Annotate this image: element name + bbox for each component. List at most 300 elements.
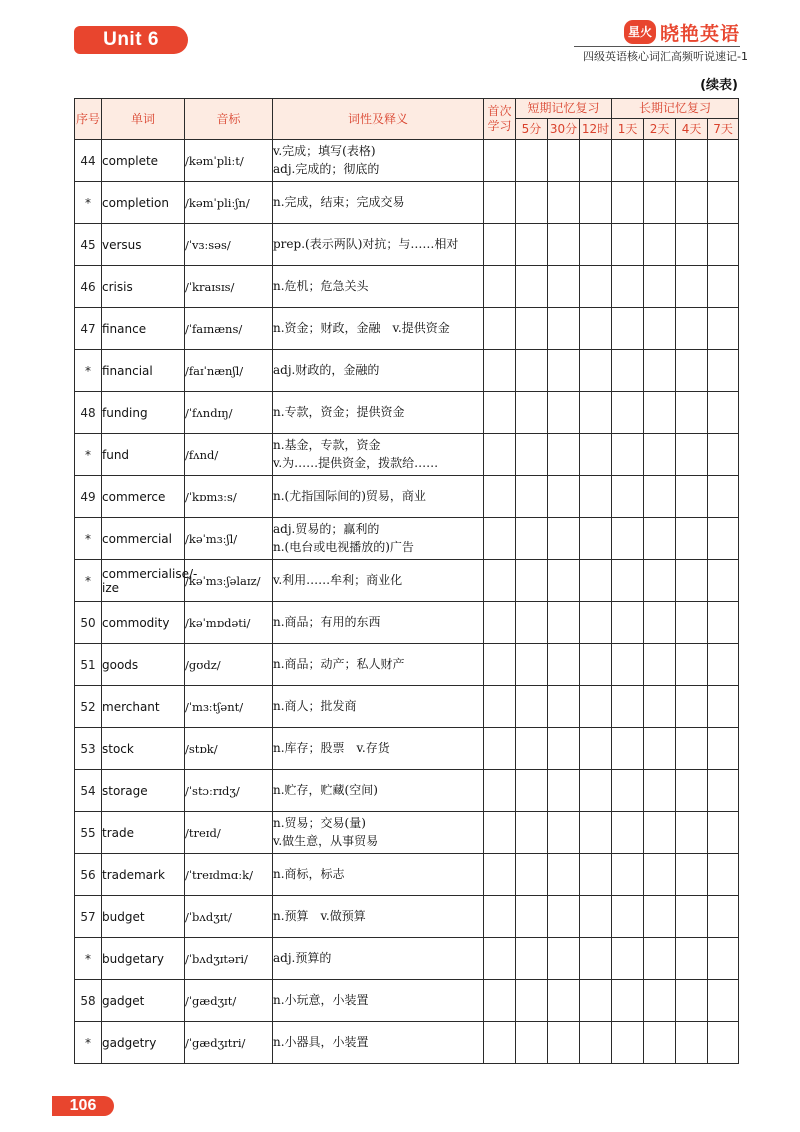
review-checkbox-cell[interactable] bbox=[708, 728, 739, 770]
header-short-col: 12时 bbox=[580, 119, 612, 140]
vocab-row bbox=[75, 980, 739, 1022]
review-checkbox-cell[interactable] bbox=[676, 224, 708, 266]
review-checkbox-cell[interactable] bbox=[612, 560, 644, 602]
header-first-study: 首次学习 bbox=[484, 99, 516, 140]
review-checkbox-cell[interactable] bbox=[676, 854, 708, 896]
review-checkbox-cell[interactable] bbox=[676, 686, 708, 728]
review-checkbox-cell[interactable] bbox=[548, 350, 580, 392]
entry-definition bbox=[273, 434, 484, 476]
review-checkbox-cell[interactable] bbox=[516, 938, 548, 980]
review-checkbox-cell[interactable] bbox=[548, 392, 580, 434]
definition-line: n.危机；危急关头 bbox=[273, 278, 369, 293]
review-checkbox-cell[interactable] bbox=[708, 980, 739, 1022]
review-checkbox-cell[interactable] bbox=[676, 770, 708, 812]
review-checkbox-cell[interactable] bbox=[644, 518, 676, 560]
definition-line: n.专款，资金；提供资金 bbox=[273, 404, 405, 419]
review-checkbox-cell[interactable] bbox=[516, 896, 548, 938]
entry-word: finance bbox=[102, 308, 185, 350]
entry-phonetic: /gʊdz/ bbox=[185, 644, 273, 686]
review-checkbox-cell[interactable] bbox=[644, 476, 676, 518]
review-checkbox-cell[interactable] bbox=[708, 602, 739, 644]
review-checkbox-cell[interactable] bbox=[580, 1022, 612, 1064]
vocab-row bbox=[75, 854, 739, 896]
review-checkbox-cell[interactable] bbox=[644, 644, 676, 686]
entry-word: gadgetry bbox=[102, 1022, 185, 1064]
vocab-row bbox=[75, 644, 739, 686]
entry-word: commercial bbox=[102, 518, 185, 560]
review-checkbox-cell[interactable] bbox=[484, 518, 516, 560]
review-checkbox-cell[interactable] bbox=[580, 602, 612, 644]
entry-number: * bbox=[75, 434, 102, 476]
definition-line: n.小玩意，小装置 bbox=[273, 992, 369, 1007]
review-checkbox-cell[interactable] bbox=[612, 602, 644, 644]
review-checkbox-cell[interactable] bbox=[708, 686, 739, 728]
review-checkbox-cell[interactable] bbox=[676, 518, 708, 560]
review-checkbox-cell[interactable] bbox=[580, 266, 612, 308]
review-checkbox-cell[interactable] bbox=[676, 266, 708, 308]
review-checkbox-cell[interactable] bbox=[548, 686, 580, 728]
entry-definition bbox=[273, 938, 484, 980]
entry-number: 50 bbox=[75, 602, 102, 644]
unit-badge: Unit 6 bbox=[74, 26, 188, 54]
definition-line: v.做生意，从事贸易 bbox=[273, 833, 379, 848]
review-checkbox-cell[interactable] bbox=[676, 308, 708, 350]
definition-line: n.资金；财政，金融 v.提供资金 bbox=[273, 320, 450, 335]
vocab-row bbox=[75, 434, 739, 476]
entry-phonetic: /ˈfaɪnæns/ bbox=[185, 308, 273, 350]
entry-word: versus bbox=[102, 224, 185, 266]
vocab-row bbox=[75, 728, 739, 770]
review-checkbox-cell[interactable] bbox=[580, 770, 612, 812]
review-checkbox-cell[interactable] bbox=[548, 854, 580, 896]
header-word: 单词 bbox=[102, 99, 185, 140]
review-checkbox-cell[interactable] bbox=[580, 560, 612, 602]
definition-line: n.基金，专款，资金 bbox=[273, 438, 381, 453]
review-checkbox-cell[interactable] bbox=[484, 1022, 516, 1064]
review-checkbox-cell[interactable] bbox=[484, 308, 516, 350]
review-checkbox-cell[interactable] bbox=[516, 182, 548, 224]
review-checkbox-cell[interactable] bbox=[580, 308, 612, 350]
definition-line: n.商品；动产；私人财产 bbox=[273, 656, 405, 671]
entry-word: crisis bbox=[102, 266, 185, 308]
review-checkbox-cell[interactable] bbox=[644, 224, 676, 266]
review-checkbox-cell[interactable] bbox=[548, 770, 580, 812]
review-checkbox-cell[interactable] bbox=[708, 560, 739, 602]
review-checkbox-cell[interactable] bbox=[580, 392, 612, 434]
entry-number: 47 bbox=[75, 308, 102, 350]
entry-phonetic: /ˈmɜːtʃənt/ bbox=[185, 686, 273, 728]
review-checkbox-cell[interactable] bbox=[644, 392, 676, 434]
review-checkbox-cell[interactable] bbox=[708, 308, 739, 350]
entry-definition bbox=[273, 770, 484, 812]
review-checkbox-cell[interactable] bbox=[708, 518, 739, 560]
review-checkbox-cell[interactable] bbox=[548, 434, 580, 476]
review-checkbox-cell[interactable] bbox=[676, 1022, 708, 1064]
definition-line: n.(电台或电视播放的)广告 bbox=[273, 539, 414, 554]
review-checkbox-cell[interactable] bbox=[612, 686, 644, 728]
review-checkbox-cell[interactable] bbox=[580, 686, 612, 728]
entry-definition bbox=[273, 812, 484, 854]
review-checkbox-cell[interactable] bbox=[708, 224, 739, 266]
definition-line: v.完成；填写(表格) bbox=[273, 144, 376, 159]
review-checkbox-cell[interactable] bbox=[516, 308, 548, 350]
review-checkbox-cell[interactable] bbox=[484, 266, 516, 308]
entry-number: 52 bbox=[75, 686, 102, 728]
review-checkbox-cell[interactable] bbox=[644, 686, 676, 728]
review-checkbox-cell[interactable] bbox=[644, 308, 676, 350]
definition-line: adj.完成的；彻底的 bbox=[273, 161, 380, 176]
review-checkbox-cell[interactable] bbox=[484, 728, 516, 770]
review-checkbox-cell[interactable] bbox=[612, 266, 644, 308]
vocab-row bbox=[75, 224, 739, 266]
review-checkbox-cell[interactable] bbox=[548, 224, 580, 266]
review-checkbox-cell[interactable] bbox=[516, 812, 548, 854]
entry-phonetic: /ˈtreɪdmɑːk/ bbox=[185, 854, 273, 896]
review-checkbox-cell[interactable] bbox=[548, 938, 580, 980]
review-checkbox-cell[interactable] bbox=[612, 182, 644, 224]
entry-word: stock bbox=[102, 728, 185, 770]
entry-definition bbox=[273, 350, 484, 392]
review-checkbox-cell[interactable] bbox=[644, 854, 676, 896]
review-checkbox-cell[interactable] bbox=[708, 938, 739, 980]
review-checkbox-cell[interactable] bbox=[612, 770, 644, 812]
review-checkbox-cell[interactable] bbox=[484, 644, 516, 686]
review-checkbox-cell[interactable] bbox=[612, 728, 644, 770]
review-checkbox-cell[interactable] bbox=[708, 644, 739, 686]
review-checkbox-cell[interactable] bbox=[708, 434, 739, 476]
review-checkbox-cell[interactable] bbox=[484, 350, 516, 392]
review-checkbox-cell[interactable] bbox=[516, 980, 548, 1022]
review-checkbox-cell[interactable] bbox=[644, 980, 676, 1022]
entry-definition bbox=[273, 476, 484, 518]
entry-definition bbox=[273, 686, 484, 728]
review-checkbox-cell[interactable] bbox=[516, 518, 548, 560]
entry-phonetic: /ˈstɔːrɪdʒ/ bbox=[185, 770, 273, 812]
review-checkbox-cell[interactable] bbox=[612, 1022, 644, 1064]
review-checkbox-cell[interactable] bbox=[644, 266, 676, 308]
vocab-row bbox=[75, 812, 739, 854]
definition-line: adj.预算的 bbox=[273, 950, 332, 965]
review-checkbox-cell[interactable] bbox=[484, 812, 516, 854]
entry-phonetic: /faɪˈnænʃl/ bbox=[185, 350, 273, 392]
review-checkbox-cell[interactable] bbox=[548, 182, 580, 224]
review-checkbox-cell[interactable] bbox=[580, 140, 612, 182]
review-checkbox-cell[interactable] bbox=[516, 854, 548, 896]
review-checkbox-cell[interactable] bbox=[548, 518, 580, 560]
review-checkbox-cell[interactable] bbox=[676, 140, 708, 182]
definition-line: n.小器具，小装置 bbox=[273, 1034, 369, 1049]
entry-word: complete bbox=[102, 140, 185, 182]
review-checkbox-cell[interactable] bbox=[580, 728, 612, 770]
entry-word: financial bbox=[102, 350, 185, 392]
entry-definition bbox=[273, 140, 484, 182]
entry-number: * bbox=[75, 182, 102, 224]
review-checkbox-cell[interactable] bbox=[676, 434, 708, 476]
review-checkbox-cell[interactable] bbox=[708, 182, 739, 224]
header-num: 序号 bbox=[75, 99, 102, 140]
review-checkbox-cell[interactable] bbox=[612, 308, 644, 350]
review-checkbox-cell[interactable] bbox=[644, 728, 676, 770]
entry-word: budgetary bbox=[102, 938, 185, 980]
review-checkbox-cell[interactable] bbox=[612, 224, 644, 266]
definition-line: adj.财政的，金融的 bbox=[273, 362, 380, 377]
review-checkbox-cell[interactable] bbox=[516, 602, 548, 644]
review-checkbox-cell[interactable] bbox=[484, 140, 516, 182]
review-checkbox-cell[interactable] bbox=[548, 896, 580, 938]
review-checkbox-cell[interactable] bbox=[708, 476, 739, 518]
review-checkbox-cell[interactable] bbox=[708, 812, 739, 854]
review-checkbox-cell[interactable] bbox=[580, 812, 612, 854]
review-checkbox-cell[interactable] bbox=[548, 644, 580, 686]
review-checkbox-cell[interactable] bbox=[676, 560, 708, 602]
review-checkbox-cell[interactable] bbox=[708, 350, 739, 392]
review-checkbox-cell[interactable] bbox=[484, 560, 516, 602]
entry-word: commerce bbox=[102, 476, 185, 518]
entry-phonetic: /kəmˈpliːʃn/ bbox=[185, 182, 273, 224]
header-divider bbox=[574, 46, 740, 47]
review-checkbox-cell[interactable] bbox=[708, 854, 739, 896]
definition-line: n.(尤指国际间的)贸易，商业 bbox=[273, 488, 426, 503]
review-checkbox-cell[interactable] bbox=[548, 1022, 580, 1064]
entry-phonetic: /kəˈmɜːʃl/ bbox=[185, 518, 273, 560]
entry-phonetic: /kəmˈpliːt/ bbox=[185, 140, 273, 182]
review-checkbox-cell[interactable] bbox=[516, 266, 548, 308]
review-checkbox-cell[interactable] bbox=[644, 350, 676, 392]
entry-number: 48 bbox=[75, 392, 102, 434]
review-checkbox-cell[interactable] bbox=[516, 728, 548, 770]
entry-definition bbox=[273, 644, 484, 686]
review-checkbox-cell[interactable] bbox=[580, 896, 612, 938]
vocab-row bbox=[75, 602, 739, 644]
review-checkbox-cell[interactable] bbox=[484, 770, 516, 812]
entry-phonetic: /ˈbʌdʒɪt/ bbox=[185, 896, 273, 938]
entry-word: funding bbox=[102, 392, 185, 434]
review-checkbox-cell[interactable] bbox=[708, 140, 739, 182]
review-checkbox-cell[interactable] bbox=[676, 812, 708, 854]
review-checkbox-cell[interactable] bbox=[708, 266, 739, 308]
review-checkbox-cell[interactable] bbox=[484, 224, 516, 266]
definition-line: n.预算 v.做预算 bbox=[273, 908, 366, 923]
review-checkbox-cell[interactable] bbox=[676, 644, 708, 686]
review-checkbox-cell[interactable] bbox=[612, 392, 644, 434]
entry-phonetic: /ˈkraɪsɪs/ bbox=[185, 266, 273, 308]
definition-line: n.贸易；交易(量) bbox=[273, 816, 366, 831]
review-checkbox-cell[interactable] bbox=[484, 854, 516, 896]
review-checkbox-cell[interactable] bbox=[676, 896, 708, 938]
header-definition: 词性及释义 bbox=[273, 99, 484, 140]
review-checkbox-cell[interactable] bbox=[580, 350, 612, 392]
review-checkbox-cell[interactable] bbox=[548, 812, 580, 854]
review-checkbox-cell[interactable] bbox=[708, 770, 739, 812]
review-checkbox-cell[interactable] bbox=[708, 1022, 739, 1064]
review-checkbox-cell[interactable] bbox=[612, 476, 644, 518]
review-checkbox-cell[interactable] bbox=[612, 350, 644, 392]
review-checkbox-cell[interactable] bbox=[580, 182, 612, 224]
review-checkbox-cell[interactable] bbox=[612, 644, 644, 686]
entry-definition bbox=[273, 728, 484, 770]
vocab-row bbox=[75, 350, 739, 392]
entry-number: 55 bbox=[75, 812, 102, 854]
review-checkbox-cell[interactable] bbox=[644, 938, 676, 980]
entry-number: 58 bbox=[75, 980, 102, 1022]
vocab-row bbox=[75, 770, 739, 812]
review-checkbox-cell[interactable] bbox=[644, 602, 676, 644]
header-long-col: 2天 bbox=[644, 119, 676, 140]
review-checkbox-cell[interactable] bbox=[548, 308, 580, 350]
entry-phonetic: /kəˈmɒdəti/ bbox=[185, 602, 273, 644]
definition-line: prep.(表示两队)对抗；与……相对 bbox=[273, 236, 459, 251]
entry-number: 53 bbox=[75, 728, 102, 770]
review-checkbox-cell[interactable] bbox=[516, 686, 548, 728]
review-checkbox-cell[interactable] bbox=[612, 854, 644, 896]
review-checkbox-cell[interactable] bbox=[708, 896, 739, 938]
review-checkbox-cell[interactable] bbox=[548, 980, 580, 1022]
entry-definition bbox=[273, 560, 484, 602]
review-checkbox-cell[interactable] bbox=[484, 434, 516, 476]
review-checkbox-cell[interactable] bbox=[676, 980, 708, 1022]
definition-line: adj.贸易的；赢利的 bbox=[273, 522, 380, 537]
review-checkbox-cell[interactable] bbox=[644, 770, 676, 812]
review-checkbox-cell[interactable] bbox=[644, 812, 676, 854]
entry-number: * bbox=[75, 560, 102, 602]
review-checkbox-cell[interactable] bbox=[708, 392, 739, 434]
entry-word: merchant bbox=[102, 686, 185, 728]
review-checkbox-cell[interactable] bbox=[548, 476, 580, 518]
vocab-row bbox=[75, 518, 739, 560]
review-checkbox-cell[interactable] bbox=[612, 434, 644, 476]
review-checkbox-cell[interactable] bbox=[676, 728, 708, 770]
review-checkbox-cell[interactable] bbox=[612, 896, 644, 938]
entry-definition bbox=[273, 182, 484, 224]
entry-definition bbox=[273, 980, 484, 1022]
entry-phonetic: /ˈvɜːsəs/ bbox=[185, 224, 273, 266]
entry-number: 54 bbox=[75, 770, 102, 812]
entry-phonetic: /ˈgædʒɪtri/ bbox=[185, 1022, 273, 1064]
header-short-col: 30分 bbox=[548, 119, 580, 140]
entry-definition bbox=[273, 392, 484, 434]
review-checkbox-cell[interactable] bbox=[676, 182, 708, 224]
header-long-col: 7天 bbox=[708, 119, 739, 140]
review-checkbox-cell[interactable] bbox=[516, 224, 548, 266]
review-checkbox-cell[interactable] bbox=[580, 434, 612, 476]
review-checkbox-cell[interactable] bbox=[580, 938, 612, 980]
header-ipa: 音标 bbox=[185, 99, 273, 140]
entry-definition bbox=[273, 1022, 484, 1064]
review-checkbox-cell[interactable] bbox=[548, 266, 580, 308]
review-checkbox-cell[interactable] bbox=[516, 350, 548, 392]
review-checkbox-cell[interactable] bbox=[580, 854, 612, 896]
review-checkbox-cell[interactable] bbox=[516, 770, 548, 812]
definition-line: n.商品；有用的东西 bbox=[273, 614, 381, 629]
entry-definition bbox=[273, 896, 484, 938]
review-checkbox-cell[interactable] bbox=[548, 728, 580, 770]
review-checkbox-cell[interactable] bbox=[676, 476, 708, 518]
review-checkbox-cell[interactable] bbox=[484, 602, 516, 644]
definition-line: n.商人；批发商 bbox=[273, 698, 357, 713]
review-checkbox-cell[interactable] bbox=[612, 140, 644, 182]
entry-definition bbox=[273, 224, 484, 266]
review-checkbox-cell[interactable] bbox=[580, 518, 612, 560]
definition-line: v.利用……牟利；商业化 bbox=[273, 572, 403, 587]
entry-word: commodity bbox=[102, 602, 185, 644]
review-checkbox-cell[interactable] bbox=[484, 938, 516, 980]
header-long-col: 1天 bbox=[612, 119, 644, 140]
definition-line: n.完成，结束；完成交易 bbox=[273, 194, 405, 209]
review-checkbox-cell[interactable] bbox=[612, 980, 644, 1022]
vocab-row bbox=[75, 308, 739, 350]
brand-name: 晓艳英语 bbox=[659, 22, 740, 45]
review-checkbox-cell[interactable] bbox=[484, 182, 516, 224]
header-long-term-review: 长期记忆复习 bbox=[612, 99, 739, 119]
entry-word: fund bbox=[102, 434, 185, 476]
review-checkbox-cell[interactable] bbox=[516, 644, 548, 686]
vocab-row bbox=[75, 266, 739, 308]
vocab-row bbox=[75, 686, 739, 728]
vocab-row bbox=[75, 896, 739, 938]
review-checkbox-cell[interactable] bbox=[612, 518, 644, 560]
review-checkbox-cell[interactable] bbox=[644, 182, 676, 224]
entry-number: 57 bbox=[75, 896, 102, 938]
entry-phonetic: /ˈkɒmɜːs/ bbox=[185, 476, 273, 518]
brand-logo-icon: 星火 bbox=[624, 20, 656, 44]
review-checkbox-cell[interactable] bbox=[644, 434, 676, 476]
review-checkbox-cell[interactable] bbox=[516, 1022, 548, 1064]
review-checkbox-cell[interactable] bbox=[516, 476, 548, 518]
review-checkbox-cell[interactable] bbox=[644, 1022, 676, 1064]
definition-line: n.库存；股票 v.存货 bbox=[273, 740, 390, 755]
review-checkbox-cell[interactable] bbox=[580, 980, 612, 1022]
entry-word: completion bbox=[102, 182, 185, 224]
review-checkbox-cell[interactable] bbox=[676, 350, 708, 392]
review-checkbox-cell[interactable] bbox=[516, 434, 548, 476]
review-checkbox-cell[interactable] bbox=[676, 602, 708, 644]
entry-word: trade bbox=[102, 812, 185, 854]
review-checkbox-cell[interactable] bbox=[612, 812, 644, 854]
review-checkbox-cell[interactable] bbox=[484, 476, 516, 518]
brand bbox=[624, 19, 740, 45]
review-checkbox-cell[interactable] bbox=[580, 476, 612, 518]
review-checkbox-cell[interactable] bbox=[484, 392, 516, 434]
review-checkbox-cell[interactable] bbox=[516, 392, 548, 434]
vocab-row bbox=[75, 1022, 739, 1064]
review-checkbox-cell[interactable] bbox=[676, 938, 708, 980]
definition-line: v.为……提供资金，拨款给…… bbox=[273, 455, 439, 470]
review-checkbox-cell[interactable] bbox=[516, 140, 548, 182]
entry-number: 46 bbox=[75, 266, 102, 308]
review-checkbox-cell[interactable] bbox=[484, 980, 516, 1022]
vocab-row bbox=[75, 476, 739, 518]
review-checkbox-cell[interactable] bbox=[644, 896, 676, 938]
review-checkbox-cell[interactable] bbox=[580, 644, 612, 686]
review-checkbox-cell[interactable] bbox=[484, 686, 516, 728]
review-checkbox-cell[interactable] bbox=[516, 560, 548, 602]
entry-number: * bbox=[75, 938, 102, 980]
review-checkbox-cell[interactable] bbox=[644, 140, 676, 182]
review-checkbox-cell[interactable] bbox=[548, 140, 580, 182]
review-checkbox-cell[interactable] bbox=[548, 560, 580, 602]
review-checkbox-cell[interactable] bbox=[644, 560, 676, 602]
entry-phonetic: /ˈfʌndɪŋ/ bbox=[185, 392, 273, 434]
review-checkbox-cell[interactable] bbox=[580, 224, 612, 266]
entry-word: gadget bbox=[102, 980, 185, 1022]
entry-word: commercialise/-ize bbox=[102, 560, 185, 602]
vocab-body bbox=[75, 140, 739, 1064]
review-checkbox-cell[interactable] bbox=[612, 938, 644, 980]
review-checkbox-cell[interactable] bbox=[484, 896, 516, 938]
entry-word: goods bbox=[102, 644, 185, 686]
review-checkbox-cell[interactable] bbox=[548, 602, 580, 644]
review-checkbox-cell[interactable] bbox=[676, 392, 708, 434]
